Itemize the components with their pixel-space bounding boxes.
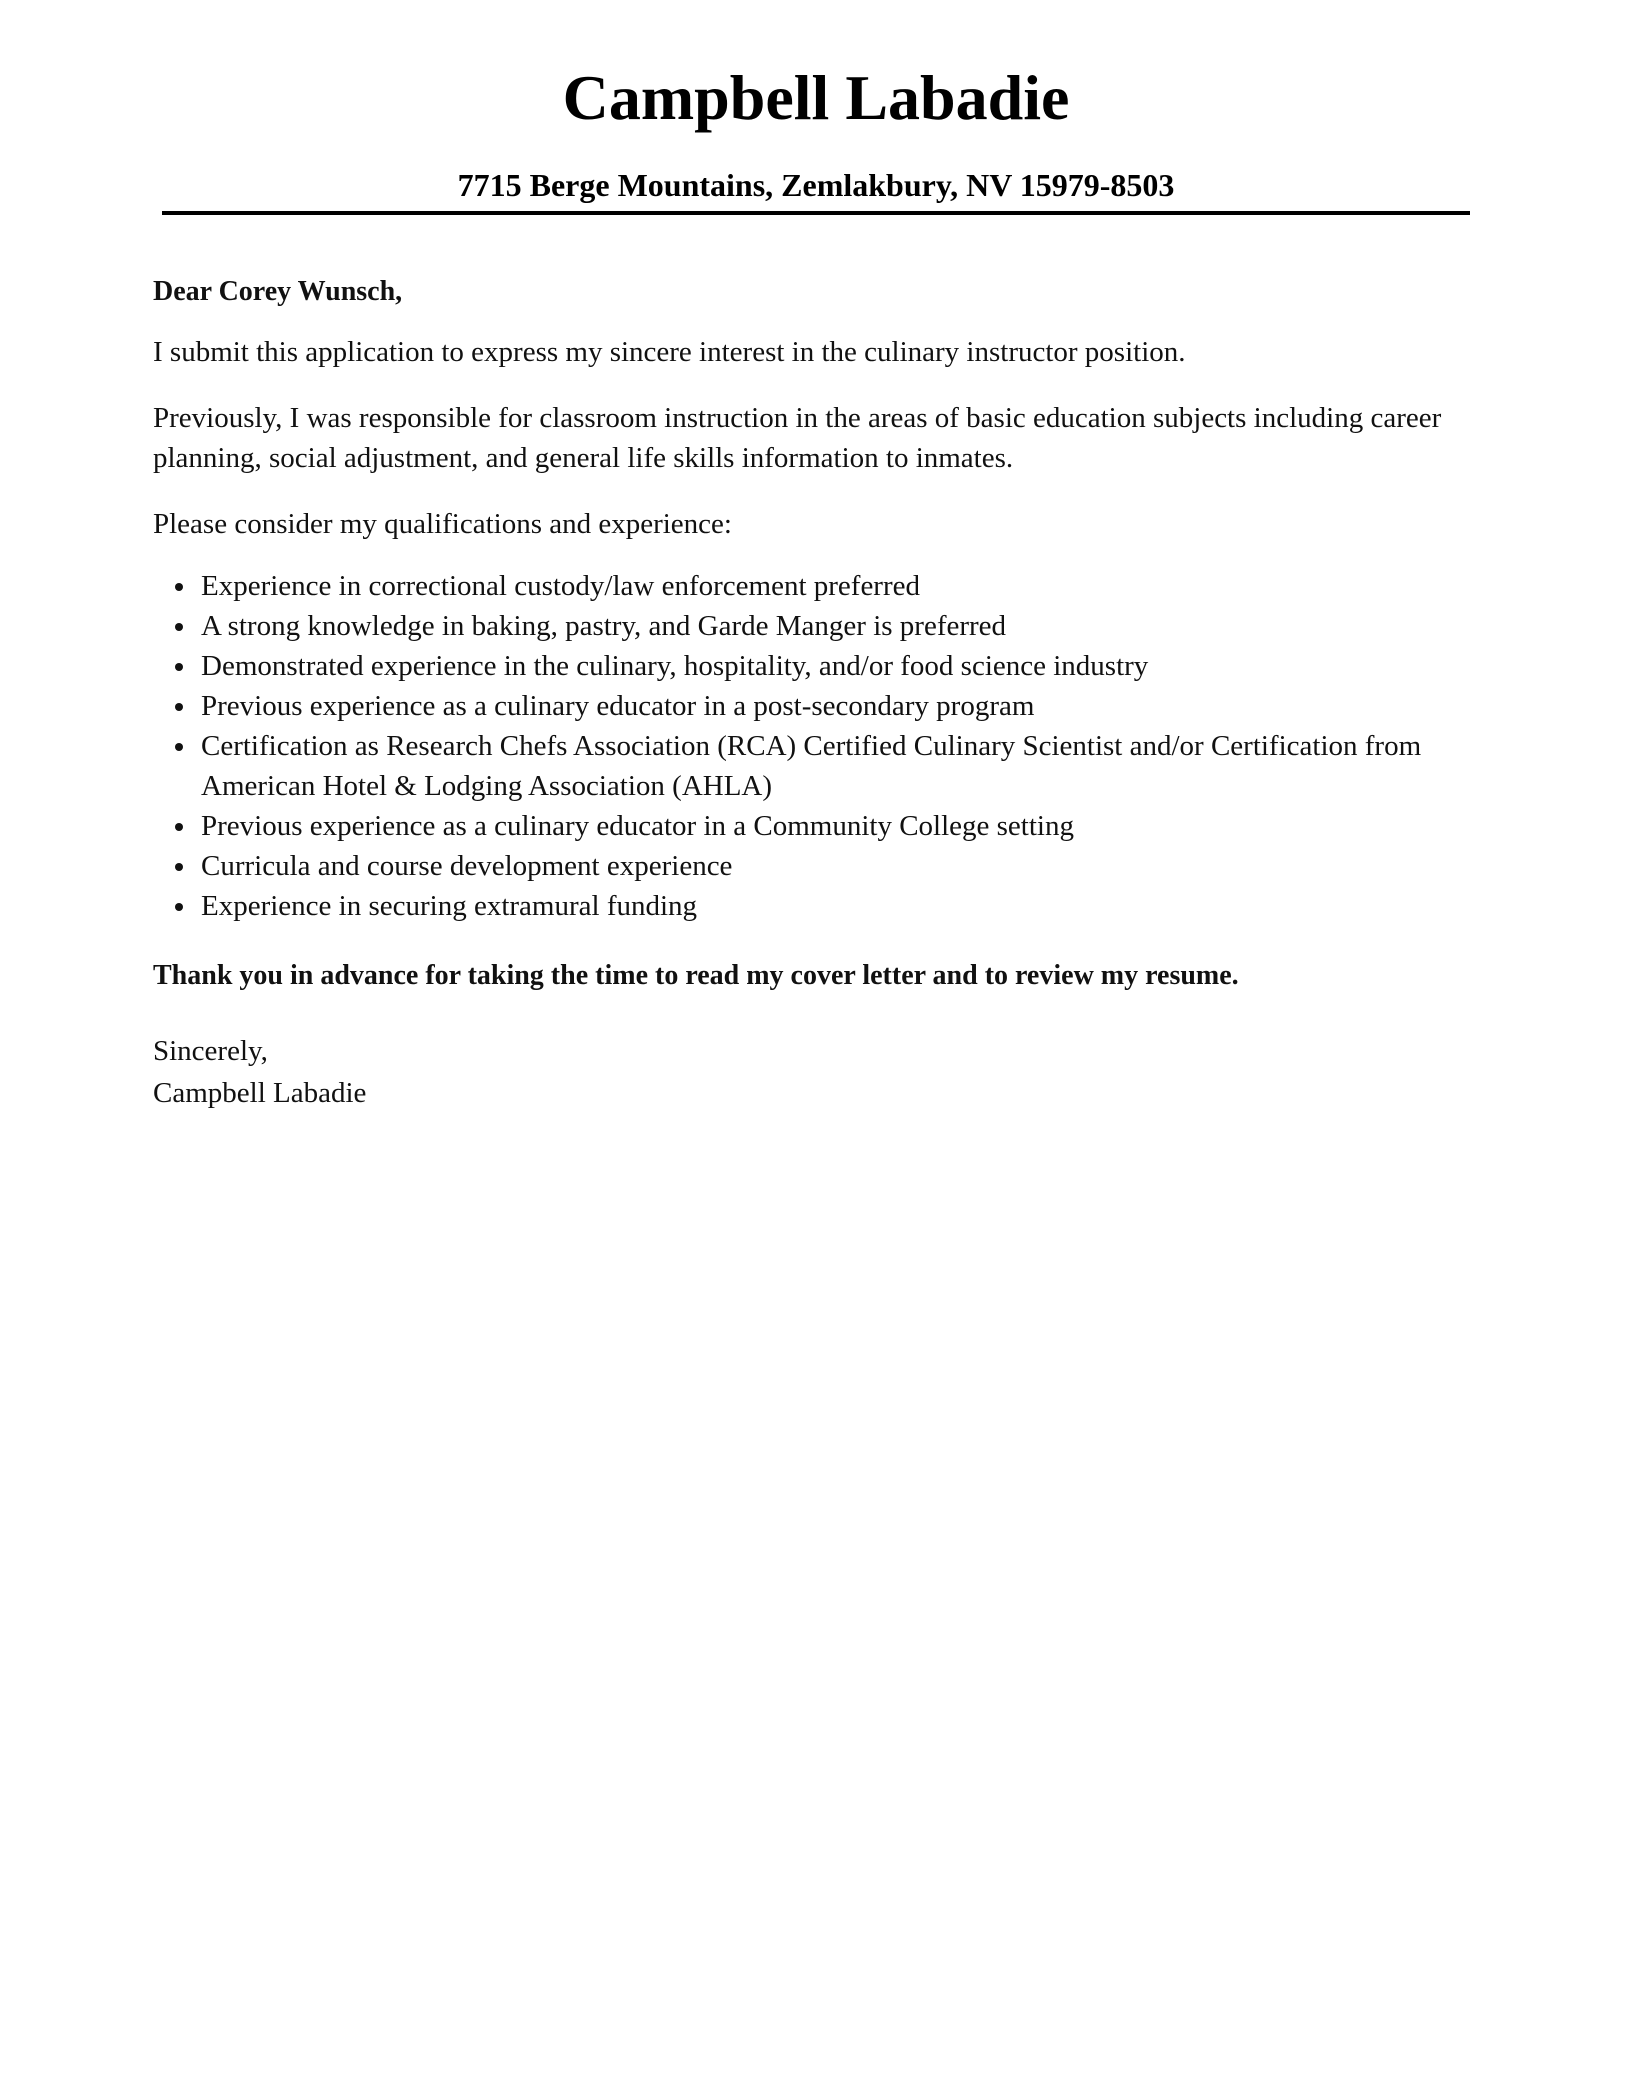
intro-paragraph: I submit this application to express my sincere interest in the culinary instructor position. <box>153 336 1186 368</box>
header-divider <box>162 211 1470 215</box>
list-item <box>153 646 1453 686</box>
applicant-name: Campbell Labadie <box>562 62 1070 133</box>
list-item <box>153 566 1453 606</box>
list-item <box>153 886 1453 926</box>
qualification-text: Curricula and course development experience <box>201 850 733 882</box>
letter-body <box>153 272 1453 1114</box>
list-item <box>153 686 1453 726</box>
qualifications-intro: Please consider my qualifications and experience: <box>153 508 732 540</box>
bullet-icon <box>175 903 183 911</box>
applicant-address: 7715 Berge Mountains, Zemlakbury, NV 15979-8503 <box>457 167 1175 203</box>
list-item <box>153 606 1453 646</box>
list-item <box>153 806 1453 846</box>
qualification-text: Experience in securing extramural funding <box>201 890 698 922</box>
bullet-icon <box>175 663 183 671</box>
closing-statement: Thank you in advance for taking the time to read my cover letter and to review my resume. <box>153 960 1239 991</box>
bullet-icon <box>175 823 183 831</box>
qualification-text: Previous experience as a culinary educator in a post-secondary program <box>201 690 1035 722</box>
qualification-text: A strong knowledge in baking, pastry, and Garde Manger is preferred <box>201 610 1007 642</box>
salutation: Dear Corey Wunsch, <box>153 276 403 307</box>
list-item <box>153 726 1453 806</box>
bullet-icon <box>175 743 183 751</box>
qualification-text: Experience in correctional custody/law enforcement preferred <box>201 570 920 602</box>
bullet-icon <box>175 583 183 591</box>
signoff: Sincerely, <box>153 1035 268 1067</box>
bullet-icon <box>175 623 183 631</box>
bullet-icon <box>175 703 183 711</box>
qualification-text: Previous experience as a culinary educator in a Community College setting <box>201 810 1074 842</box>
list-item <box>153 846 1453 886</box>
signature-name: Campbell Labadie <box>153 1077 367 1109</box>
qualification-text: Demonstrated experience in the culinary, hospitality, and/or food science industry <box>201 650 1149 682</box>
experience-paragraph: Previously, I was responsible for classroom instruction in the areas of basic education subjects including career planning, social adjustment, and general life skills information to inmates. <box>153 402 1442 474</box>
qualifications-list <box>153 566 1453 926</box>
qualification-text: Certification as Research Chefs Association (RCA) Certified Culinary Scientist and/or Certification from American Hotel & Lodging Association (AHLA) <box>201 730 1422 802</box>
bullet-icon <box>175 863 183 871</box>
